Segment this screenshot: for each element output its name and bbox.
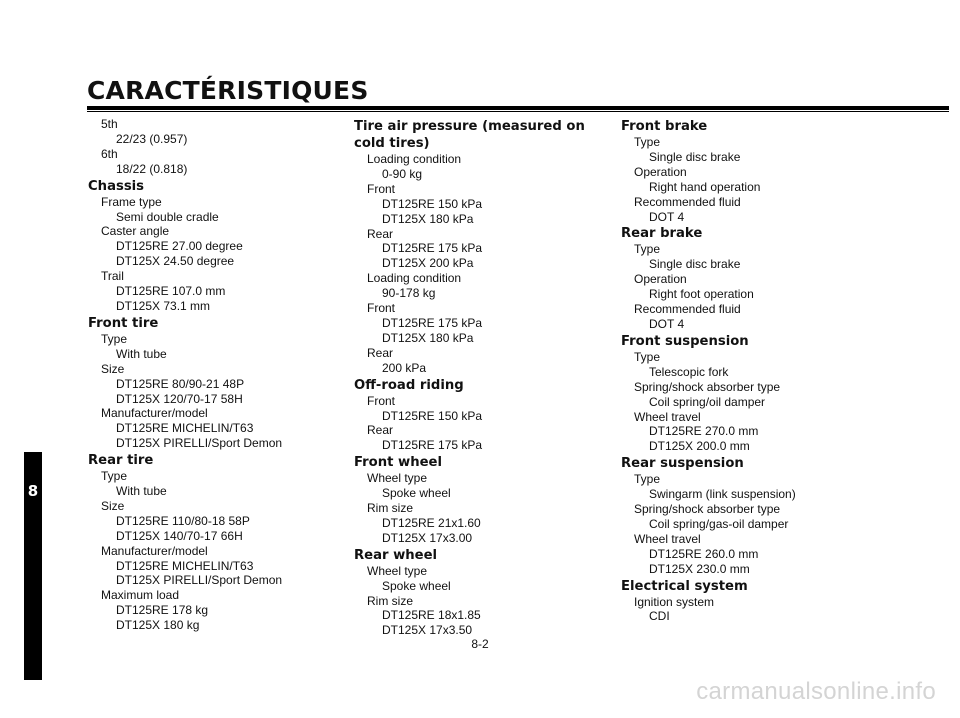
spec-value: DT125X PIRELLI/Sport Demon	[116, 573, 283, 588]
spec-value: 0-90 kg	[382, 166, 423, 181]
spec-label: Caster angle	[101, 224, 170, 239]
spec-label: Rear	[367, 423, 394, 438]
spec-value: DOT 4	[649, 316, 685, 331]
section-heading: Front wheel	[354, 455, 442, 471]
spec-value: DT125RE MICHELIN/T63	[116, 558, 254, 573]
spec-value: DT125RE 178 kg	[116, 603, 209, 618]
spec-column-1	[88, 117, 328, 633]
spec-value: DT125RE 110/80-18 58P	[116, 513, 250, 528]
spec-label: Rim size	[367, 501, 414, 516]
spec-label: Recommended fluid	[634, 302, 741, 317]
spec-value: With tube	[116, 346, 167, 361]
spec-label: Type	[634, 472, 661, 487]
spec-value: DT125RE 260.0 mm	[649, 546, 759, 561]
section-heading: Electrical system	[621, 578, 748, 594]
spec-label: Type	[634, 135, 661, 149]
page-title: CARACTÉRISTIQUES	[87, 76, 369, 105]
spec-value: DT125RE 18x1.85	[382, 608, 481, 623]
spec-label: Size	[101, 361, 125, 376]
spec-value: DT125X 140/70-17 66H	[116, 528, 243, 543]
spec-label: Spring/shock absorber type	[634, 379, 781, 394]
spec-label: Wheel type	[367, 563, 428, 578]
spec-label: Manufacturer/model	[101, 406, 208, 421]
spec-value: With tube	[116, 484, 167, 499]
spec-label: Ignition system	[634, 594, 715, 609]
spec-value: DT125X 180 kPa	[382, 330, 474, 345]
spec-value: 200 kPa	[382, 360, 427, 375]
spec-label: Maximum load	[101, 588, 180, 603]
title-rule	[87, 106, 949, 110]
spec-value: DT125X PIRELLI/Sport Demon	[116, 436, 283, 451]
spec-label: 6th	[101, 146, 118, 161]
section-heading: Rear suspension	[621, 456, 744, 472]
spec-value: DT125RE 150 kPa	[382, 408, 483, 423]
spec-value: DT125X 180 kg	[116, 618, 200, 633]
spec-label: Type	[634, 349, 661, 364]
spec-label: Trail	[101, 269, 124, 284]
spec-value: DT125X 120/70-17 58H	[116, 391, 243, 406]
spec-value: DT125RE 107.0 mm	[116, 284, 226, 299]
spec-value: Spoke wheel	[382, 486, 451, 501]
spec-label: Rim size	[367, 593, 414, 608]
spec-value: DT125X 24.50 degree	[116, 254, 235, 269]
spec-value: DT125RE 80/90-21 48P	[116, 376, 245, 391]
section-heading: Front tire	[88, 315, 159, 331]
spec-value: CDI	[649, 609, 670, 624]
section-heading: Tire air pressure (measured on cold tires)	[354, 119, 585, 151]
spec-value: DT125X 73.1 mm	[116, 298, 211, 313]
spec-label: Type	[101, 469, 128, 484]
spec-label: Rear	[367, 226, 394, 241]
spec-value: DT125RE 150 kPa	[382, 196, 483, 211]
watermark-text: carmanualsonline.info	[696, 678, 936, 705]
spec-value: Coil spring/gas-oil damper	[649, 516, 789, 531]
spec-value: DT125X 200 kPa	[382, 256, 474, 271]
spec-value: 18/22 (0.818)	[116, 161, 188, 176]
section-heading: Rear wheel	[354, 547, 438, 563]
section-heading: Front brake	[621, 119, 708, 134]
spec-value: DT125RE 175 kPa	[382, 315, 483, 330]
spec-value: DT125RE 270.0 mm	[649, 424, 759, 439]
spec-label: Wheel travel	[634, 531, 701, 546]
spec-label: Recommended fluid	[634, 194, 741, 209]
spec-value: DT125RE MICHELIN/T63	[116, 421, 254, 436]
spec-label: Wheel type	[367, 471, 428, 486]
spec-label: Type	[101, 331, 128, 346]
spec-value: DT125RE 21x1.60	[382, 515, 481, 530]
spec-value: DT125RE 27.00 degree	[116, 239, 243, 254]
spec-value: DT125RE 175 kPa	[382, 438, 483, 453]
page-number: 8-2	[471, 637, 489, 651]
spec-label: Front	[367, 301, 396, 316]
spec-value: Right foot operation	[649, 287, 754, 302]
spec-value: Single disc brake	[649, 257, 741, 272]
spec-label: Manufacturer/model	[101, 543, 208, 558]
spec-label: Operation	[634, 272, 687, 287]
spec-value: Right hand operation	[649, 179, 761, 194]
spec-value: Single disc brake	[649, 149, 741, 164]
spec-value: DT125X 17x3.00	[382, 530, 473, 545]
spec-label: 5th	[101, 117, 118, 131]
spec-column-2	[354, 117, 599, 638]
spec-label: Size	[101, 498, 125, 513]
title-rule-thin	[87, 111, 949, 112]
spec-value: DOT 4	[649, 209, 685, 224]
spec-label: Wheel travel	[634, 409, 701, 424]
spec-value: Coil spring/oil damper	[649, 394, 766, 409]
spec-value: DT125X 230.0 mm	[649, 561, 750, 576]
spec-label: Front	[367, 393, 396, 408]
section-heading: Rear tire	[88, 453, 154, 469]
spec-label: Front	[367, 181, 396, 196]
spec-value: Telescopic fork	[649, 364, 729, 379]
spec-value: 90-178 kg	[382, 286, 436, 301]
spec-label: Rear	[367, 345, 394, 360]
spec-label: Spring/shock absorber type	[634, 502, 781, 517]
section-heading: Off-road riding	[354, 377, 464, 393]
spec-label: Loading condition	[367, 271, 462, 286]
spec-column-3	[621, 117, 861, 624]
spec-label: Frame type	[101, 194, 162, 209]
spec-value: 22/23 (0.957)	[116, 131, 188, 146]
spec-value: Swingarm (link suspension)	[649, 487, 796, 502]
spec-value: DT125RE 175 kPa	[382, 241, 483, 256]
section-heading: Chassis	[88, 178, 145, 194]
spec-value: Spoke wheel	[382, 578, 451, 593]
chapter-tab-number: 8	[27, 482, 39, 500]
spec-value: DT125X 180 kPa	[382, 211, 474, 226]
spec-label: Type	[634, 242, 661, 257]
spec-value: DT125X 200.0 mm	[649, 439, 750, 454]
spec-value: DT125X 17x3.50	[382, 623, 473, 638]
section-heading: Front suspension	[621, 333, 749, 349]
spec-label: Operation	[634, 164, 687, 179]
spec-value: Semi double cradle	[116, 209, 219, 224]
spec-label: Loading condition	[367, 152, 462, 166]
section-heading: Rear brake	[621, 226, 703, 242]
